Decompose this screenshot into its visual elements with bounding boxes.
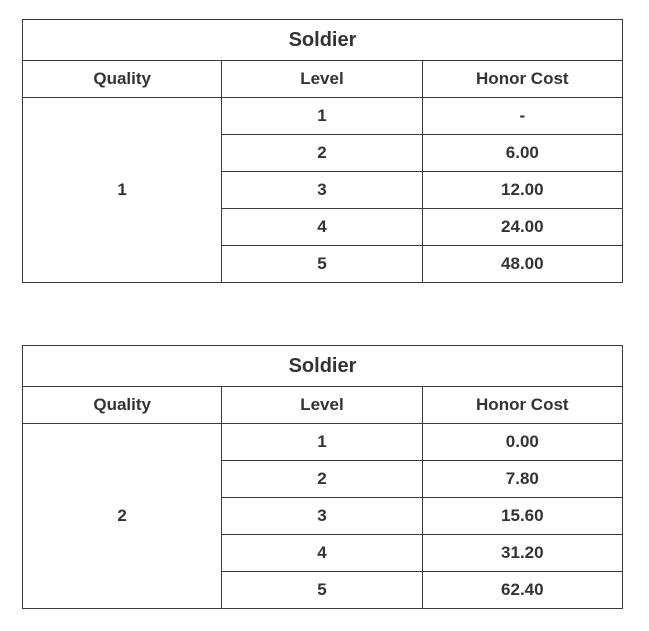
column-header-honor-cost: Honor Cost: [422, 61, 622, 98]
level-value: 2: [222, 461, 422, 498]
level-value: 5: [222, 572, 422, 609]
level-value: 2: [222, 135, 422, 172]
column-header-level: Level: [222, 387, 422, 424]
quality-value: 1: [23, 98, 222, 283]
column-header-honor-cost: Honor Cost: [422, 387, 622, 424]
table-row: [23, 424, 623, 461]
level-value: 5: [222, 246, 422, 283]
honor-cost-value: 7.80: [422, 461, 622, 498]
honor-cost-value: 6.00: [422, 135, 622, 172]
table-row: [23, 98, 623, 135]
honor-cost-value: 15.60: [422, 498, 622, 535]
honor-cost-value: 48.00: [422, 246, 622, 283]
column-header-quality: Quality: [23, 387, 222, 424]
honor-cost-value: -: [422, 98, 622, 135]
honor-cost-value: 62.40: [422, 572, 622, 609]
soldier-cost-table-2: [22, 345, 623, 609]
table-title: Soldier: [23, 20, 623, 61]
level-value: 1: [222, 424, 422, 461]
quality-value: 2: [23, 424, 222, 609]
table-title-row: [23, 346, 623, 387]
honor-cost-value: 12.00: [422, 172, 622, 209]
level-value: 1: [222, 98, 422, 135]
column-header-quality: Quality: [23, 61, 222, 98]
level-value: 3: [222, 172, 422, 209]
honor-cost-value: 24.00: [422, 209, 622, 246]
level-value: 3: [222, 498, 422, 535]
column-header-level: Level: [222, 61, 422, 98]
level-value: 4: [222, 535, 422, 572]
soldier-cost-table-1: [22, 19, 623, 283]
level-value: 4: [222, 209, 422, 246]
table-title: Soldier: [23, 346, 623, 387]
honor-cost-value: 31.20: [422, 535, 622, 572]
honor-cost-value: 0.00: [422, 424, 622, 461]
table-title-row: [23, 20, 623, 61]
table-header-row: [23, 387, 623, 424]
table-header-row: [23, 61, 623, 98]
